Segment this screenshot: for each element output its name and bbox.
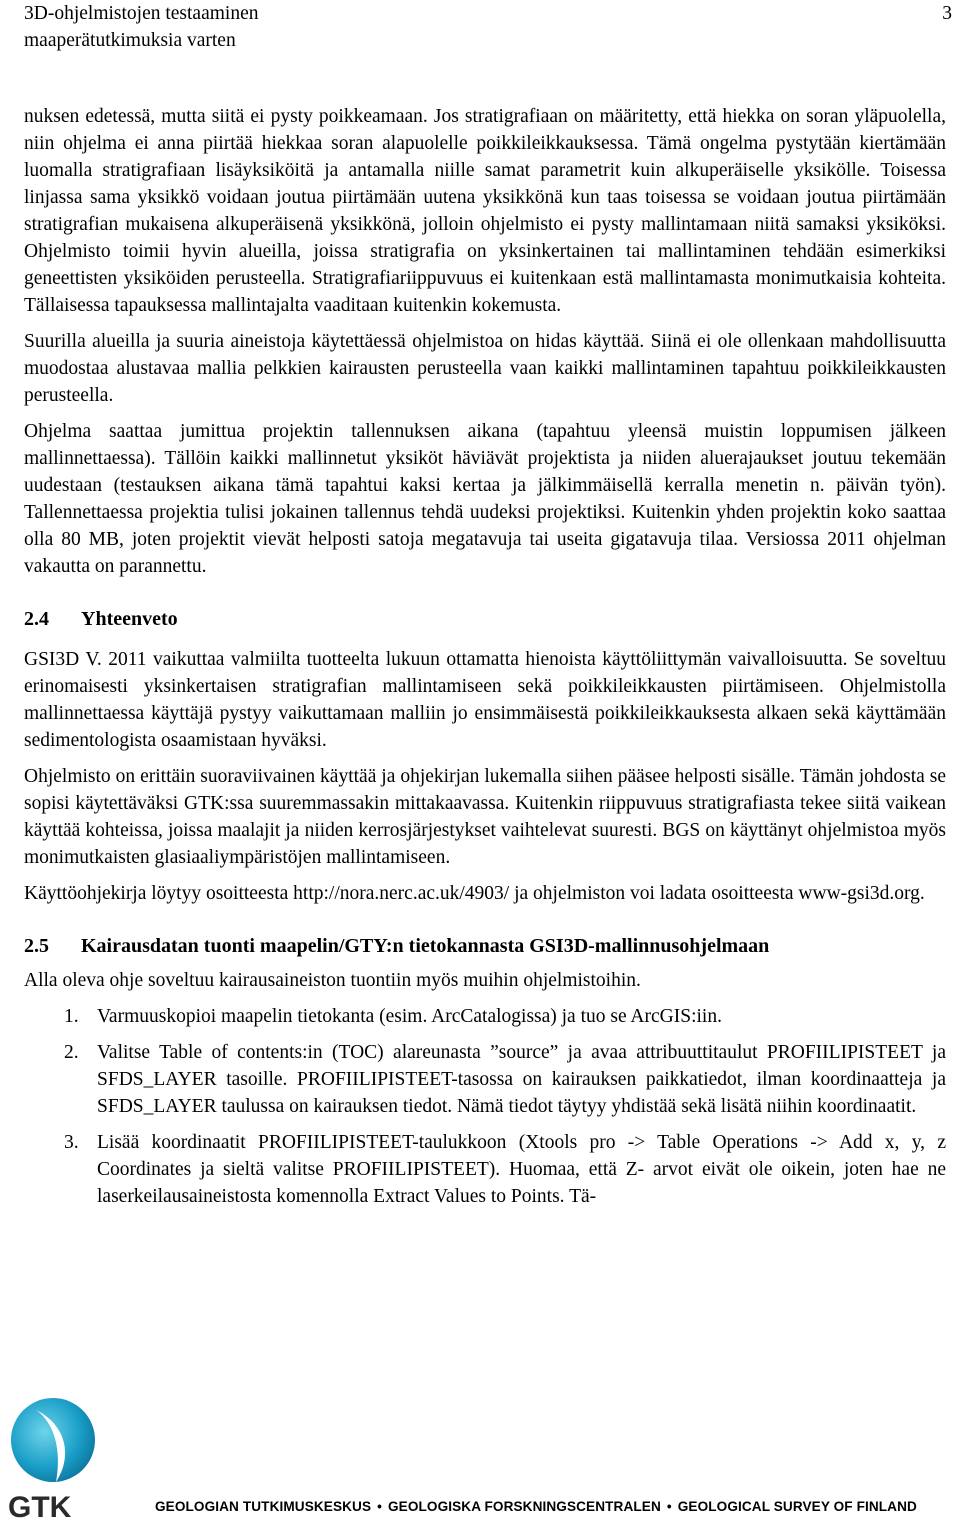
org-name-english: GEOLOGICAL SURVEY OF FINLAND (677, 1499, 917, 1514)
separator-dot: • (666, 1499, 672, 1514)
footer-organization-names (155, 1499, 960, 1514)
section-number-2-5: 2.5 (24, 935, 49, 957)
page-number: 3 (942, 3, 952, 24)
list-item-number: 1. (64, 1006, 79, 1027)
page-content (24, 103, 946, 1210)
gtk-logo (6, 1392, 106, 1523)
body-paragraph-3: Ohjelma saattaa jumittua projektin tallennuksen aikana (tapahtuu yleensä muistin loppumisen jälkeen mallinnettaessa). Tällöin kaikki mallinnetut yksiköt häviävät projektista ja niiden aluerajaukset joutuu tekemään uudestaan (testauksen aikana tämä tapahtui kaksi kertaa ja jälkimmäisellä kerralla menetin n. päivän työn). Tallennettaessa projektia tulisi jokainen tallennus tehdä uudeksi projektiksi. Kuitenkin yhden projektin koko saattaa olla 80 MB, joten projektit vievät helposti satoja megatavuja tai useita gigatavuja tilaa. Versiossa 2011 ohjelman vakautta on parannettu. (24, 421, 946, 577)
summary-paragraph-2: Ohjelmisto on erittäin suoraviivainen käyttää ja ohjekirjan lukemalla siihen pääsee helposti sisälle. Tämän johdosta se sopisi käytettäväksi GTK:ssa suuremmassakin mittakaavassa. Kuitenkin riippuvuus stratigrafiasta tekee siitä vaikean käyttää kohteissa, joissa maalajit ja niiden kerrosjärjestykset vaihtelevat suuresti. BGS on käyttänyt ohjelmistoa myös monimutkaisten glasiaaliympäristöjen mallintamiseen. (24, 766, 946, 868)
body-paragraph-1: nuksen edetessä, mutta siitä ei pysty poikkeamaan. Jos stratigrafiaan on määritetty, että hiekka on soran yläpuolella, niin ohjelma ei anna piirtää hiekkaa soran alapuolelle poikkileikkauksessa. Tämä ongelma pystytään kiertämään luomalla stratigrafiaan lisäyksiköitä ja antamalla niille samat parametrit kuin alkuperäiselle yksikölle. Toisessa linjassa sama yksikkö voidaan joutua piirtämään uutena yksikkönä kun taas toisessa se voidaan joutua piirtämään stratigrafian mukaisena alkuperäisenä yksikkönä, jolloin ohjelmisto ei pysty mallintamaan niitä samaksi yksiköksi. Ohjelmisto toimii hyvin alueilla, joissa stratigrafia on yksinkertainen tai mallintaminen tehdään esimerkiksi geneettisten yksiköiden perusteella. Stratigrafiariippuvuus ei kuitenkaan estä mallintamasta monimutkaisia kohteita. Tällaisessa tapauksessa mallintajalta vaaditaan kuitenkin kokemusta. (24, 106, 946, 316)
summary-paragraph-1: GSI3D V. 2011 vaikuttaa valmiilta tuotteelta lukuun ottamatta hienoista käyttöliittymän vaivalloisuutta. Se soveltuu erinomaisesti yksinkertaisen stratigrafian mallintamiseen sekä poikkileikkausten piirtämiseen. Ohjelmistolla mallinnettaessa käyttäjä pystyy vaikuttamaan malliin jo ensimmäisestä poikkileikkauksesta alkaen sekä käyttämään sedimentologista osaamistaan hyväksi. (24, 649, 946, 751)
section-title-2-5: Kairausdatan tuonti maapelin/GTY:n tietokannasta GSI3D-mallinnusohjelmaan (81, 935, 770, 957)
section-heading-2-4 (24, 606, 946, 633)
list-item (24, 1039, 946, 1120)
list-item-number: 2. (64, 1042, 79, 1063)
logo-text: GTK (8, 1491, 72, 1523)
separator-dot: • (377, 1499, 382, 1514)
header-title-line-1: 3D-ohjelmistojen testaaminen (24, 3, 259, 24)
list-item-text: Lisää koordinaatit PROFIILIPISTEET-taulukkoon (Xtools pro -> Table Operations -> Add x, y, z Coordinates ja sieltä valitse PROFIILIPISTEET). Huomaa, että Z- arvot eivät ole oikein, joten hae ne laserkeilausaineistosta komennolla Extract Values to Points. Tä- (97, 1132, 946, 1207)
header-title-line-2: maaperätutkimuksia varten (24, 30, 236, 51)
org-name-swedish: GEOLOGISKA FORSKNINGSCENTRALEN (388, 1499, 661, 1514)
body-paragraph-2: Suurilla alueilla ja suuria aineistoja käytettäessä ohjelmistoa on hidas käyttää. Siinä ei ole ollenkaan mahdollisuutta muodostaa alustavaa mallia pelkkien kairausten perusteella vaan kaikki mallintaminen tapahtuu poikkileikkausten perusteella. (24, 331, 946, 406)
page-header (24, 0, 952, 54)
list-item-text: Valitse Table of contents:in (TOC) alareunasta ”source” ja avaa attribuuttitaulut PROFIILIPISTEET ja SFDS_LAYER tasoille. PROFIILIPISTEET-tasossa on kairauksen paikkatiedot, ilman koordinaatteja ja SFDS_LAYER taulussa on kairauksen tiedot. Nämä tiedot täytyy yhdistää sekä lisätä niihin koordinaatit. (97, 1042, 946, 1117)
globe-icon (11, 1398, 95, 1482)
list-item-number: 3. (64, 1132, 79, 1153)
section-title-2-4: Yhteenveto (81, 608, 178, 630)
list-item (24, 1129, 946, 1210)
section-number-2-4: 2.4 (24, 608, 49, 630)
instruction-list (24, 1003, 946, 1210)
org-name-finnish: GEOLOGIAN TUTKIMUSKESKUS (155, 1499, 372, 1514)
section-2-5-intro: Alla oleva ohje soveltuu kairausaineiston tuontiin myös muihin ohjelmistoihin. (24, 970, 641, 991)
summary-paragraph-3: Käyttöohjekirja löytyy osoitteesta http://nora.nerc.ac.uk/4903/ ja ohjelmiston voi ladata osoitteesta www-gsi3d.org. (24, 883, 925, 904)
list-item-text: Varmuuskopioi maapelin tietokanta (esim. ArcCatalogissa) ja tuo se ArcGIS:iin. (97, 1006, 722, 1027)
section-heading-2-5 (24, 933, 946, 960)
list-item (24, 1003, 946, 1030)
